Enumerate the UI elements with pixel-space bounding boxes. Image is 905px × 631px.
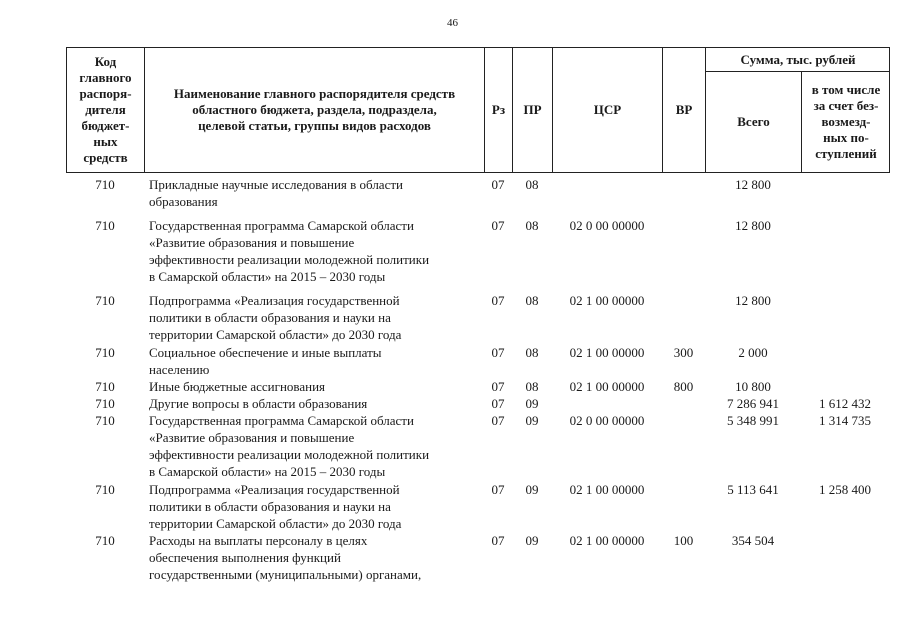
cell-rz: 07 [491, 218, 505, 233]
cell-kod: 710 [95, 533, 115, 548]
cell-name: Прикладные научные исследования в области образования [149, 177, 403, 209]
cell-rz: 07 [491, 533, 505, 548]
header-csr: ЦСР [593, 102, 622, 117]
cell-csr: 02 0 00 00000 [569, 413, 645, 428]
cell-rz: 07 [491, 345, 505, 360]
cell-kod: 710 [95, 482, 115, 497]
cell-vr: 800 [673, 379, 694, 394]
cell-csr: 02 1 00 00000 [569, 345, 645, 360]
cell-kod: 710 [95, 177, 115, 192]
cell-csr: 02 1 00 00000 [569, 533, 645, 548]
cell-pr: 09 [525, 413, 539, 428]
cell-rz: 07 [491, 482, 505, 497]
cell-csr: 02 1 00 00000 [569, 482, 645, 497]
cell-total: 7 286 941 [727, 396, 779, 411]
page-number: 46 [447, 17, 458, 29]
header-total: Всего [737, 114, 770, 129]
header-sum: Сумма, тыс. рублей [740, 51, 856, 67]
cell-kod: 710 [95, 293, 115, 308]
cell-name: Расходы на выплаты персоналу в целях обеспечения выполнения функций государственными (муниципальными) органами, [149, 533, 422, 582]
cell-csr: 02 0 00 00000 [569, 218, 645, 233]
cell-total: 5 348 991 [727, 413, 779, 428]
cell-rz: 07 [491, 293, 505, 308]
header-rz: Рз [491, 102, 506, 117]
cell-csr: 02 1 00 00000 [569, 379, 645, 394]
cell-pr: 09 [525, 482, 539, 497]
cell-bezvozm: 1 314 735 [819, 413, 871, 428]
cell-pr: 08 [525, 177, 539, 192]
cell-bezvozm: 1 258 400 [819, 482, 871, 497]
cell-kod: 710 [95, 379, 115, 394]
cell-total: 5 113 641 [727, 482, 779, 497]
header-name: Наименование главного распорядителя средств областного бюджета, раздела, подраздела, целевой статьи, группы видов расходов [173, 86, 456, 133]
cell-pr: 08 [525, 379, 539, 394]
cell-kod: 710 [95, 218, 115, 233]
cell-total: 10 800 [735, 379, 771, 394]
cell-name: Государственная программа Самарской области «Развитие образования и повышение эффективности реализации молодежной политики в Самарской области» на 2015 – 2030 годы [149, 218, 430, 284]
cell-name: Социальное обеспечение и иные выплаты населению [149, 345, 382, 377]
cell-pr: 08 [525, 293, 539, 308]
cell-total: 354 504 [731, 533, 775, 548]
cell-total: 12 800 [735, 218, 771, 233]
header-bezvozm: в том числе за счет без- возмезд- ных по- ступлений [811, 82, 881, 161]
header-pr: ПР [523, 102, 542, 117]
cell-total: 12 800 [735, 177, 771, 192]
cell-name: Подпрограмма «Реализация государственной политики в области образования и науки на территории Самарской области» до 2030 года [149, 293, 402, 342]
cell-total: 2 000 [738, 345, 768, 360]
header-vr: ВР [675, 102, 693, 117]
cell-kod: 710 [95, 345, 115, 360]
cell-kod: 710 [95, 413, 115, 428]
cell-rz: 07 [491, 413, 505, 428]
cell-total: 12 800 [735, 293, 771, 308]
cell-csr: 02 1 00 00000 [569, 293, 645, 308]
cell-name: Подпрограмма «Реализация государственной политики в области образования и науки на территории Самарской области» до 2030 года [149, 482, 402, 531]
cell-pr: 09 [525, 533, 539, 548]
cell-pr: 08 [525, 218, 539, 233]
header-kod: Код главного распоря- дителя бюджет- ных средств [79, 54, 132, 165]
cell-rz: 07 [491, 177, 505, 192]
cell-kod: 710 [95, 396, 115, 411]
cell-name: Иные бюджетные ассигнования [149, 379, 326, 394]
cell-name: Государственная программа Самарской области «Развитие образования и повышение эффективности реализации молодежной политики в Самарской области» на 2015 – 2030 годы [149, 413, 430, 479]
cell-vr: 300 [673, 345, 694, 360]
cell-name: Другие вопросы в области образования [149, 396, 368, 411]
cell-rz: 07 [491, 396, 505, 411]
cell-pr: 09 [525, 396, 539, 411]
cell-bezvozm: 1 612 432 [819, 396, 871, 411]
cell-pr: 08 [525, 345, 539, 360]
cell-rz: 07 [491, 379, 505, 394]
cell-vr: 100 [673, 533, 694, 548]
